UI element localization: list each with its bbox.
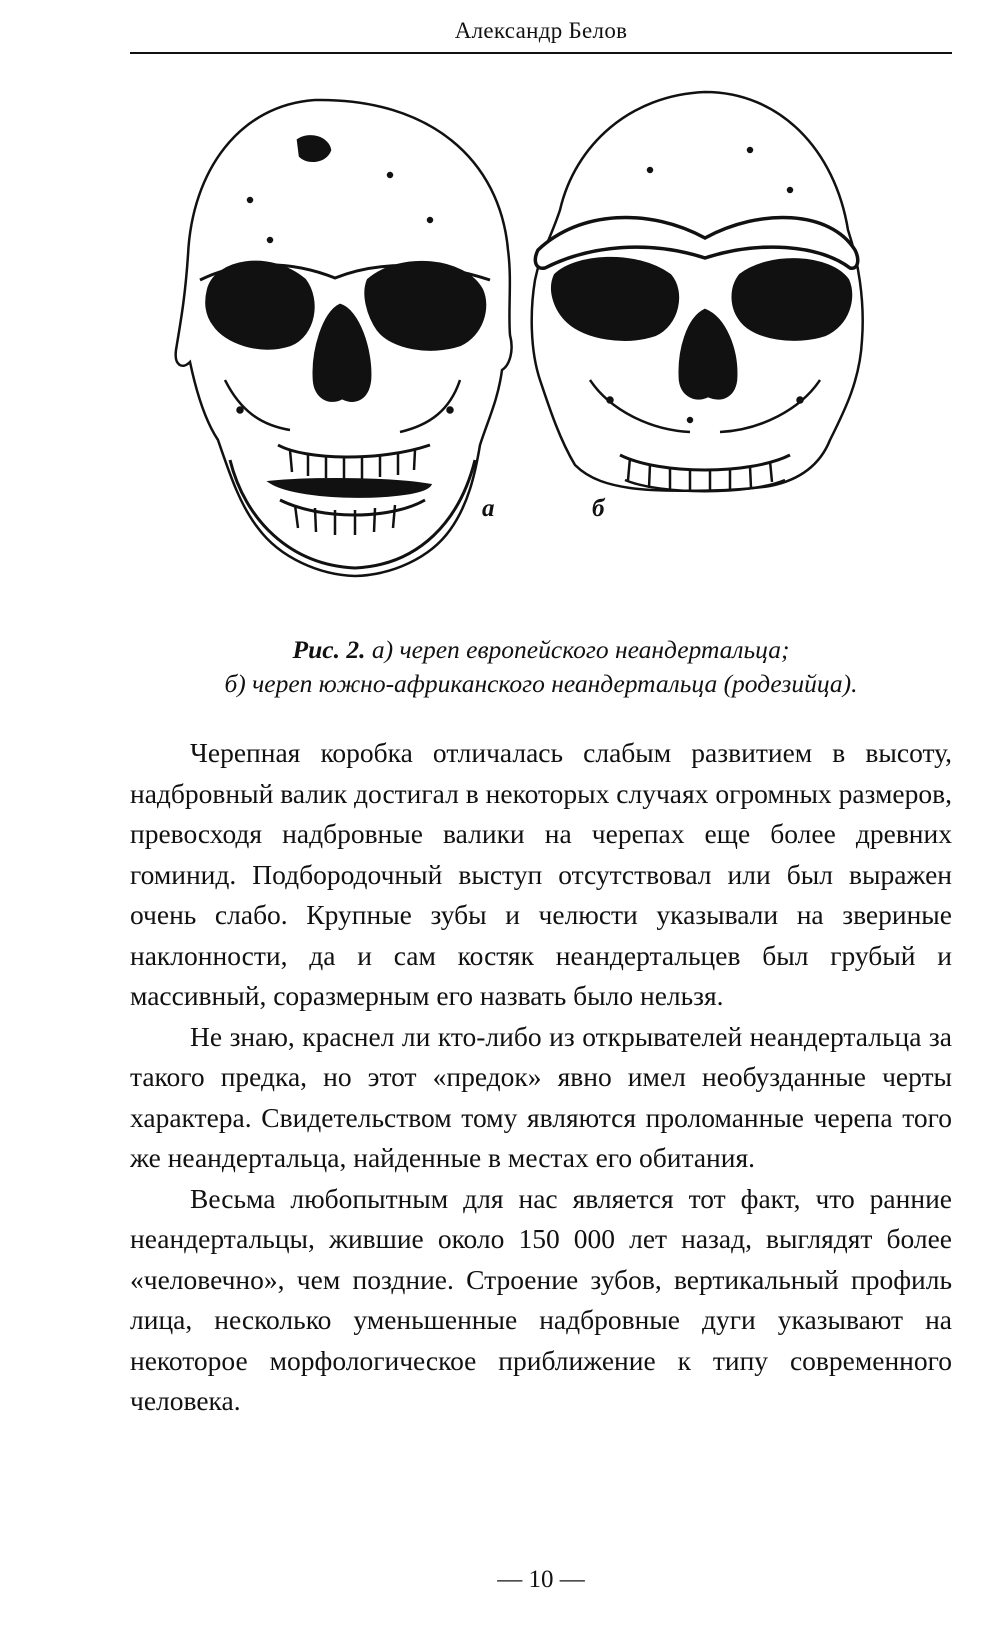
skull-a-drawing xyxy=(176,100,512,576)
figure-label-a: а xyxy=(482,495,495,522)
running-head: Александр Белов xyxy=(454,18,628,43)
paragraph-3: Весьма любопытным для нас является тот факт, что ранние неандертальцы, жившие около 150 000 лет назад, выглядят более «человечно», чем поздние. Строение зубов, вертикальный профиль лица, несколько уменьшенные надбровные дуги указывают на некоторое морфологическое приближение к типу современного человека. xyxy=(130,1182,952,1416)
caption-line-1 xyxy=(130,633,952,667)
paragraph-2: Не знаю, краснел ли кто-либо из открывателей неандертальца за такого предка, но этот «предок» явно имел необузданные черты характера. Свидетельством тому являются проломанные черепа того же неандертальца, найденные в местах его обитания. xyxy=(130,1020,952,1173)
caption-text-1: а) череп европейского неандертальца; xyxy=(365,635,790,664)
body-text xyxy=(130,733,952,1422)
skull-b-drawing xyxy=(532,92,863,492)
page-number: — 10 — xyxy=(497,1566,585,1593)
skull-illustration xyxy=(130,80,952,620)
header-rule xyxy=(130,52,952,54)
figure-caption xyxy=(130,633,952,701)
figure-skulls xyxy=(130,80,952,620)
figure-label-b: б xyxy=(592,495,605,522)
caption-line-2: б) череп южно-африканского неандертальца (родезийца). xyxy=(224,669,858,698)
caption-lead: Рис. 2. xyxy=(292,635,366,664)
paragraph-1: Черепная коробка отличалась слабым развитием в высоту, надбровный валик достигал в некоторых случаях огромных размеров, превосходя надбровные валики на черепах еще более древних гоминид. Подбородочный выступ отсутствовал или был выражен очень слабо. Крупные зубы и челюсти указывали на звериные наклонности, да и сам костяк неандертальцев был грубый и массивный, соразмерным его назвать было нельзя. xyxy=(130,737,952,1011)
